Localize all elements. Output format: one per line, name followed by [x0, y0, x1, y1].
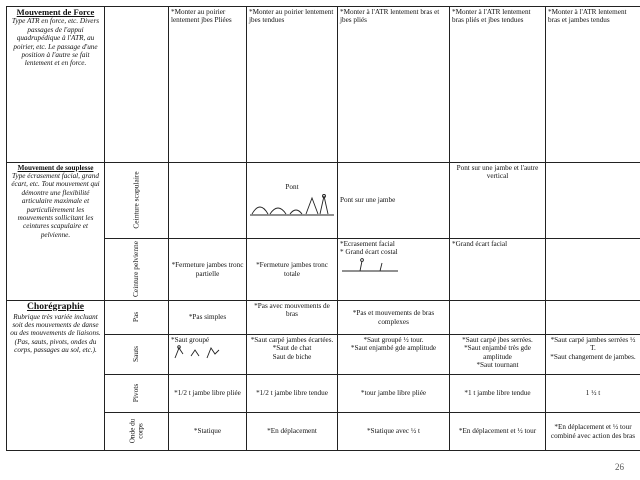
- scapulaire-label: Ceinture scapulaire: [131, 171, 141, 229]
- scapulaire-cell-2: [247, 163, 338, 239]
- scapulaire-cell-5: [546, 163, 640, 239]
- force-cell-4: *Monter à l'ATR lentement bras pliés et jbes tendues: [450, 7, 546, 163]
- force-empty-cell: [105, 7, 169, 163]
- pas-cell-2: *Pas avec mouvements de bras: [247, 301, 338, 335]
- scapulaire-cell-2-text: Pont: [285, 183, 299, 192]
- force-cell-1: *Monter au poirier lentement jbes Pliées: [169, 7, 247, 163]
- pivots-cell-4: *1 t jambe libre tendue: [450, 375, 546, 413]
- sauts-cell-5: *Saut carpé jambes serrées ½ T. *Saut changement de jambes.: [546, 335, 640, 375]
- split-sketch-icon: [340, 257, 400, 277]
- pivots-cell-2: *1/2 t jambe libre tendue: [247, 375, 338, 413]
- choregraphie-description: Rubrique très variée incluant soit des mouvements de danse ou des mouvements de liaisons. (Pas, sauts, pivots, ondes du corps, passages au sol, etc.).: [10, 312, 101, 355]
- scapulaire-cell-4: Pont sur une jambe et l'autre vertical: [450, 163, 546, 239]
- souplesse-category-cell: [7, 163, 105, 301]
- sauts-cell-1: [169, 335, 247, 375]
- choregraphie-category-cell: [7, 301, 105, 451]
- force-row: [7, 7, 640, 163]
- souplesse-description: Type écrasement facial, grand écart, etc. Tout mouvement qui démontre une flexibilité articulaire maximale et particulièrement les mouvements sollicitant les ceintures scapulaire et pelvienne.: [11, 172, 100, 239]
- pas-row: [7, 301, 640, 335]
- sauts-label-cell: [105, 335, 169, 375]
- sauts-label: Sauts: [131, 346, 141, 363]
- onde-label-line-2: corps: [136, 423, 145, 440]
- pivots-label: Pivots: [131, 384, 141, 403]
- pelvienne-label: Ceinture pelvienne: [131, 241, 141, 298]
- pelvienne-cell-3-text: *Ecrasement facial * Grand écart costal: [340, 240, 398, 257]
- scapulaire-label-cell: [105, 163, 169, 239]
- pas-cell-3: *Pas et mouvements de bras complexes: [338, 301, 450, 335]
- pelvienne-cell-2: *Fermeture jambes tronc totale: [247, 239, 338, 301]
- sauts-cell-2: *Saut carpé jambes écartées. *Saut de chat Saut de biche: [247, 335, 338, 375]
- scapulaire-cell-1: [169, 163, 247, 239]
- sauts-cell-4: *Saut carpé jbes serrées. *Saut enjambé très gde amplitude *Saut tournant: [450, 335, 546, 375]
- onde-label-line-1: Onde du: [128, 419, 137, 444]
- pelvienne-label-cell: [105, 239, 169, 301]
- pivots-cell-3: *tour jambe libre pliée: [338, 375, 450, 413]
- scapulaire-cell-3-text: Pont sur une jambe: [340, 196, 396, 205]
- sauts-cell-1-text: *Saut groupé: [171, 336, 210, 344]
- jump-sketch-icon: [171, 344, 227, 360]
- pelvienne-cell-5: [546, 239, 640, 301]
- onde-cell-4: *En déplacement et ½ tour: [450, 413, 546, 451]
- force-category-cell: [7, 7, 105, 163]
- onde-cell-5: *En déplacement et ½ tour combiné avec action des bras: [546, 413, 640, 451]
- pas-cell-5: [546, 301, 640, 335]
- pelvienne-cell-3: [338, 239, 450, 301]
- onde-cell-3: *Statique avec ½ t: [338, 413, 450, 451]
- onde-label: [129, 419, 145, 444]
- scapulaire-cell-3: [338, 163, 450, 239]
- choregraphie-title: Chorégraphie: [26, 301, 85, 312]
- sauts-cell-3: *Saut groupé ½ tour. *Saut enjambé gde amplitude: [338, 335, 450, 375]
- pelvienne-cell-1: *Fermeture jambes tronc partielle: [169, 239, 247, 301]
- onde-cell-2: *En déplacement: [247, 413, 338, 451]
- onde-label-cell: [105, 413, 169, 451]
- pas-label: Pas: [131, 312, 141, 323]
- force-title: Mouvement de Force: [16, 7, 95, 17]
- pas-cell-1: *Pas simples: [169, 301, 247, 335]
- scapulaire-row: [7, 163, 640, 239]
- onde-cell-1: *Statique: [169, 413, 247, 451]
- page-number: 26: [615, 462, 624, 472]
- pas-cell-4: [450, 301, 546, 335]
- skills-table: [6, 6, 640, 451]
- bridge-sketch-icon: [250, 192, 334, 218]
- force-description: Type ATR en force, etc. Divers passages de l'appui quadrupédique à l'ATR, au poirier, etc. Le passage d'une position à l'autre se fait lentement et en force.: [11, 17, 100, 68]
- pas-label-cell: [105, 301, 169, 335]
- souplesse-title: Mouvement de souplesse: [17, 164, 94, 172]
- pivots-label-cell: [105, 375, 169, 413]
- pivots-cell-5: 1 ½ t: [546, 375, 640, 413]
- force-cell-3: *Monter à l'ATR lentement bras et jbes pliés: [338, 7, 450, 163]
- pelvienne-cell-4: *Grand écart facial: [450, 239, 546, 301]
- force-cell-5: *Monter à l'ATR lentement bras et jambes tendus: [546, 7, 640, 163]
- force-cell-2: *Monter au poirier lentement jbes tendues: [247, 7, 338, 163]
- pivots-cell-1: *1/2 t jambe libre pliée: [169, 375, 247, 413]
